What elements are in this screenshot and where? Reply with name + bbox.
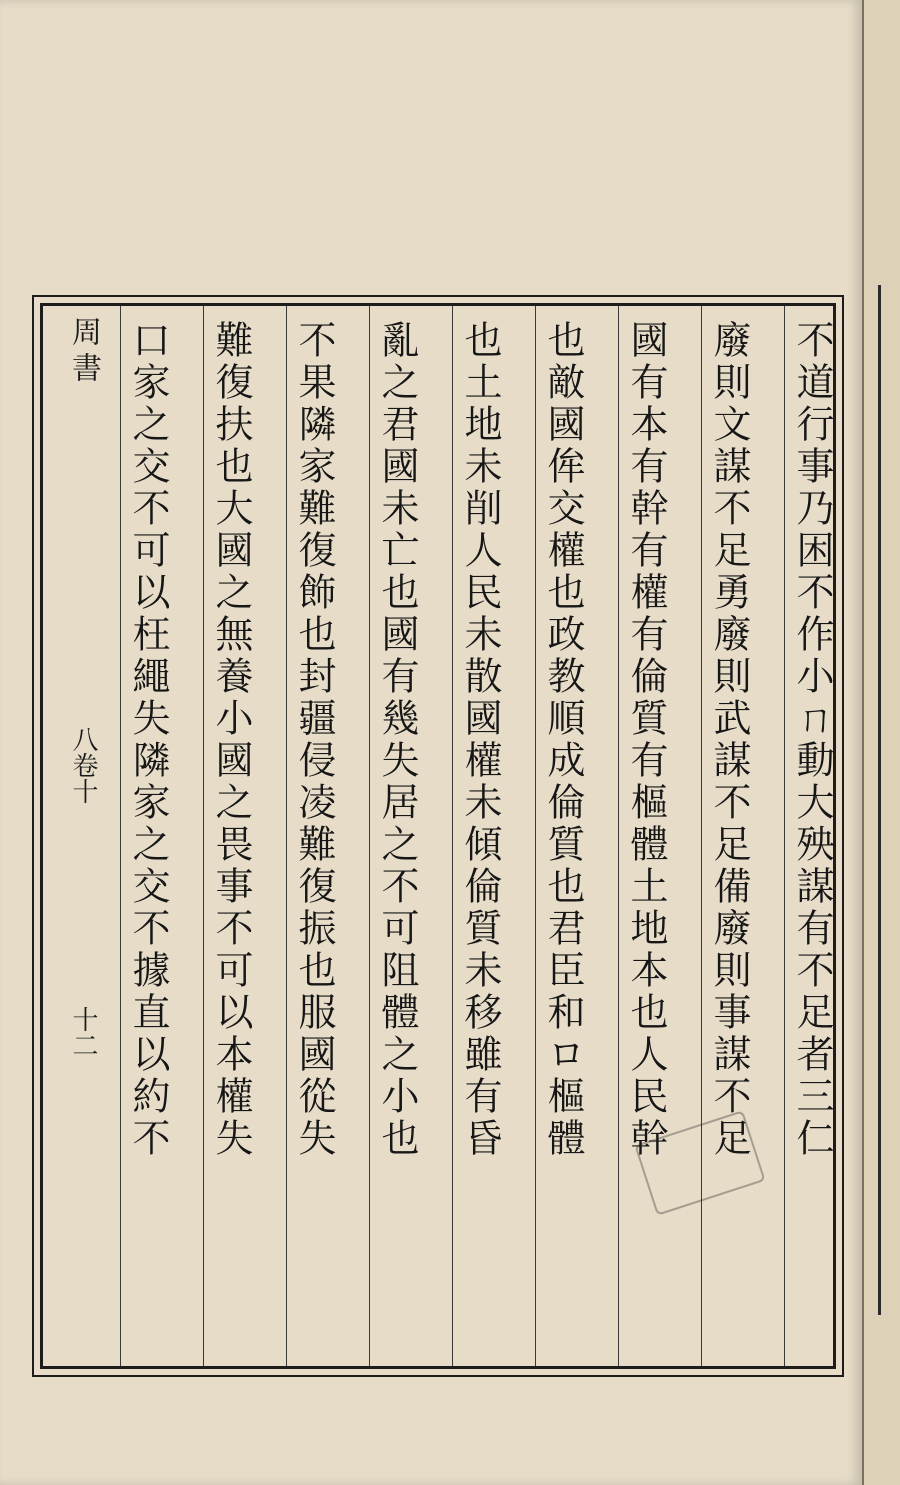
column-divider <box>369 306 370 1366</box>
column-divider <box>618 306 619 1366</box>
text-column-3: 國有本有幹有權有倫質有樞體土地本也人民幹 <box>624 320 668 1160</box>
adjacent-page-edge <box>862 0 900 1485</box>
column-divider <box>452 306 453 1366</box>
text-frame <box>40 303 836 1369</box>
margin-volume: 八卷十 <box>68 726 98 804</box>
column-divider <box>203 306 204 1366</box>
text-column-7: 不果隣家難復飾也封疆侵凌難復振也服國從失 <box>292 320 336 1160</box>
column-divider <box>784 306 785 1366</box>
text-column-8: 難復扶也大國之無養小國之畏事不可以本權失 <box>209 320 253 1160</box>
adjacent-page-border <box>878 285 897 1315</box>
text-column-1: 不道行事乃困不作小ㄇ動大殃謀有不足者三仁 <box>790 320 834 1160</box>
column-divider <box>120 306 121 1366</box>
text-column-6: 亂之君國未亡也國有幾失居之不可阻體之小也 <box>375 320 419 1160</box>
text-column-2: 廢則文謀不足勇廢則武謀不足備廢則事謀不足 <box>707 320 751 1160</box>
margin-page-number: 十二 <box>68 1006 98 1058</box>
column-divider <box>701 306 702 1366</box>
text-column-9: 口家之交不可以枉繩失隣家之交不據直以約不 <box>126 320 170 1160</box>
column-divider <box>286 306 287 1366</box>
text-column-4: 也敵國侔交權也政教順成倫質也君臣和ロ樞體 <box>541 320 585 1160</box>
margin-title: 周書 <box>66 316 101 388</box>
text-column-5: 也土地未削人民未散國權未傾倫質未移雖有昏 <box>458 320 502 1160</box>
column-divider <box>535 306 536 1366</box>
